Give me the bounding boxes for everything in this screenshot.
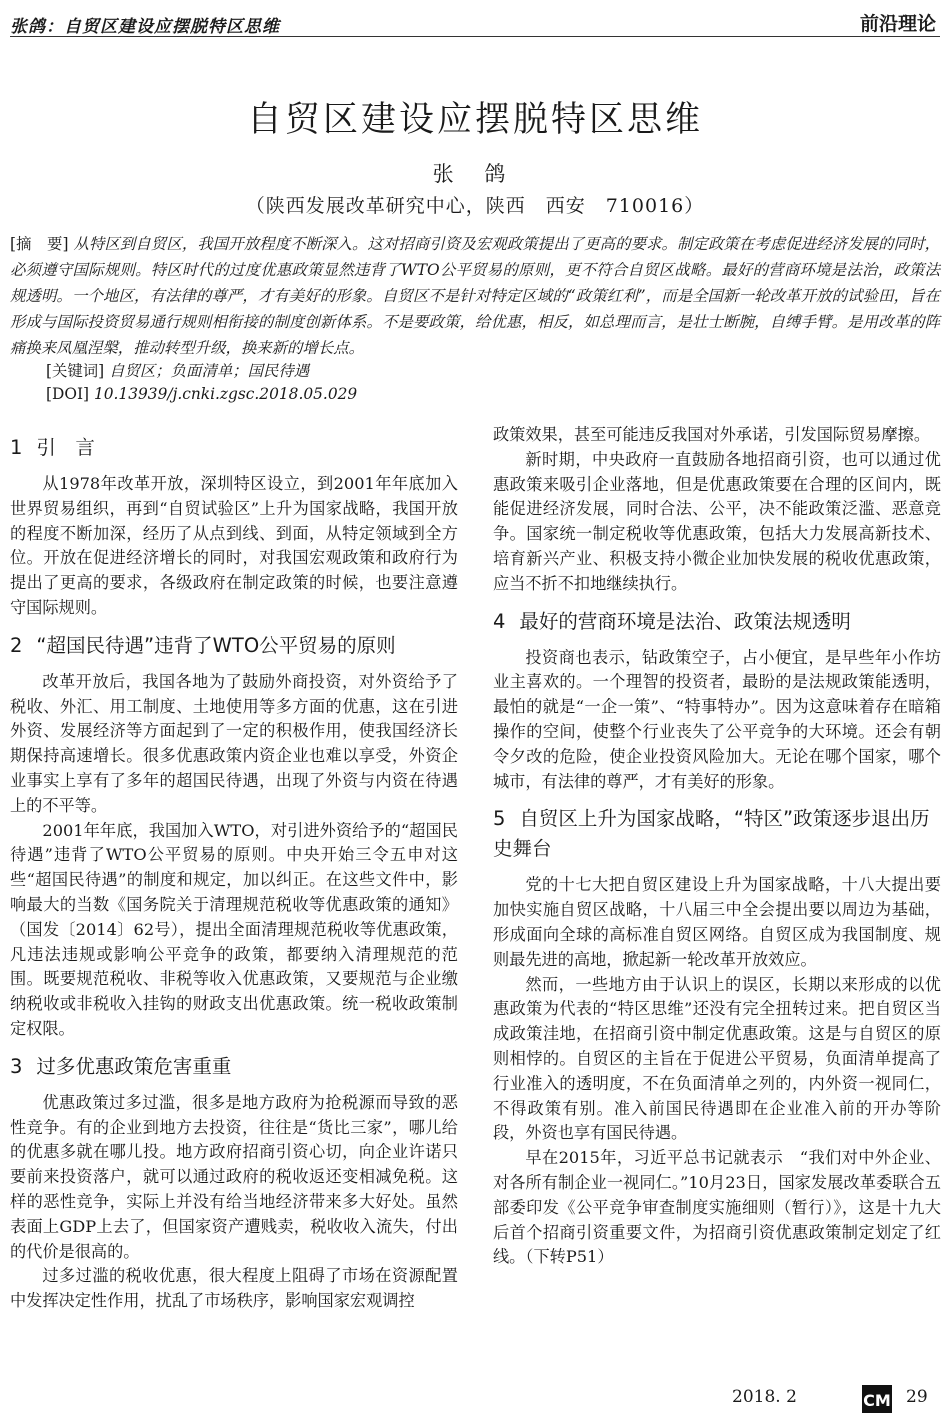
affiliation: （陕西发展改革研究中心，陕西 西安 710016） [245,195,705,217]
body-paragraph: 优惠政策过多过滥，很多是地方政府为抢税源而导致的恶性竞争。有的企业到地方去投资，往往是“货比三家”，哪儿给的优惠多就在哪儿投。地方政府招商引资心切，向企业许诺只要前来投资落户，就可以通过政府的税收返还变相减免税。这样的恶性竞争，实际上并没有给当地经济带来多大好处。虽然表面上GDP上去了，但国家资产遭贱卖，税收收入流失，付出的代价是很高的。 [10,1092,458,1261]
section-number: 5 [493,807,506,831]
body-paragraph: 党的十七大把自贸区建设上升为国家战略，十八大提出要加快实施自贸区战略，十八届三中全会提出要以周边为基础，形成面向全球的高标准自贸区网络。自贸区成为我国制度、规则最先进的高地，掀起新一轮改革开放效应。 [493,875,941,969]
doi [46,385,357,403]
section-title: 引 言 [36,436,95,459]
section-title: 最好的营商环境是法治、政策法规透明 [519,609,851,633]
author: 张 鸽 [432,162,518,186]
body-paragraph: 政策效果，甚至可能违反我国对外承诺，引发国际贸易摩擦。 [493,425,931,444]
abstract [10,231,940,361]
section-number: 3 [10,1054,23,1078]
section-heading [493,607,941,637]
keywords [46,359,309,381]
body-paragraph: 改革开放后，我国各地为了鼓励外商投资，对外资给予了税收、外汇、用工制度、土地使用等多方面的优惠，这在引进外资、发展经济等方面起到了一定的积极作用，使我国经济长期保持高速增长。很多优惠政策内资企业也难以享受，外资企业事实上享有了多年的超国民待遇，出现了外资与内资在待遇上的不平等。 [10,671,458,815]
page-footer [0,1385,950,1415]
left-column [10,423,458,1314]
body-paragraph: 从1978年改革开放，深圳特区设立，到2001年年底加入世界贸易组织，再到“自贸试验区”上升为国家战略，我国开放的程度不断加深，经历了从点到线、到面，从特定领域到全方位。开放在促进经济增长的同时，对我国宏观政策和政府行为提出了更高的要求，各级政府在制定政策的时候，也要注意遵守国际规则。 [10,474,458,617]
section-heading [10,433,458,463]
doi-label: [DOI] [46,385,90,403]
issue-date: 2018. 2 [732,1387,797,1407]
svg-text:CM: CM [863,1391,891,1410]
right-column [493,423,941,1270]
section-number: 2 [10,633,23,657]
running-title: 张鸽：自贸区建设应摆脱特区思维 [10,17,280,37]
body-paragraph: 投资商也表示，钻政策空子，占小便宜，是早些年小作坊业主喜欢的。一个理智的投资者，最盼的是法规政策能透明，最怕的就是“一企一策”、“特事特办”。因为这意味着存在暗箱操作的空间，使整个行业丧失了公平竞争的大环境。还会有朝令夕改的危险，使企业投资风险加大。无论在哪个国家，哪个城市，有法律的尊严，才有美好的形象。 [493,647,941,791]
keywords-text: 自贸区；负面清单；国民待遇 [109,362,310,380]
body-paragraph: 过多过滥的税收优惠，很大程度上阻碍了市场在资源配置中发挥决定性作用，扰乱了市场秩序，影响国家宏观调控 [10,1266,458,1311]
keywords-label: [关键词] [46,362,105,380]
section-heading [10,631,458,661]
journal-logo [862,1385,892,1413]
section-title: “超国民待遇”违背了WTO公平贸易的原则 [36,633,396,657]
abstract-label: [摘 要] [10,235,69,253]
section-heading [493,804,941,864]
section-label: 前沿理论 [859,13,936,35]
page-number: 29 [906,1387,928,1407]
body-paragraph: 然而，一些地方由于认识上的误区，长期以来形成的以优惠政策为代表的“特区思维”还没有完全扭转过来。把自贸区当成政策洼地，在招商引资中制定优惠政策。这是与自贸区的原则相悖的。自贸区的主旨在于促进公平贸易，负面清单提高了行业准入的透明度，不在负面清单之列的，内外资一视同仁，不得政策有别。准入前国民待遇即在企业准入前的开办等阶段，外资也享有国民待遇。 [493,974,941,1143]
doi-text: 10.13939/j.cnki.zgsc.2018.05.029 [93,385,358,403]
section-number: 4 [493,609,506,633]
body-paragraph: 早在2015年，习近平总书记就表示 “我们对中外企业、对各所有制企业一视同仁。”10月23日，国家发展改革委联合五部委印发《公平竞争审查制度实施细则（暂行）》，这是十九大后首个招商引资重要文件，为招商引资优惠政策制定划定了红线。（下转P51） [493,1148,941,1267]
section-title: 自贸区上升为国家战略，“特区”政策逐步退出历史舞台 [493,807,930,861]
abstract-text: 从特区到自贸区，我国开放程度不断深入。这对招商引资及宏观政策提出了更高的要求。制定政策在考虑促进经济发展的同时，必须遵守国际规则。特区时代的过度优惠政策显然违背了WTO公平贸易的原则，更不符合自贸区战略。最好的营商环境是法治，政策法规透明。一个地区，有法律的尊严，才有美好的形象。自贸区不是针对特定区域的“政策红利”，而是全国新一轮改革开放的试验田，旨在形成与国际投资贸易通行规则相衔接的制度创新体系。不是要政策，给优惠，相反，如总理而言，是壮士断腕，自缚手臂。是用改革的阵痛换来凤凰涅槃，推动转型升级，换来新的增长点。 [10,235,940,357]
section-title: 过多优惠政策危害重重 [36,1054,232,1078]
article-title: 自贸区建设应摆脱特区思维 [246,100,703,140]
running-header [10,6,940,37]
body-paragraph: 2001年年底，我国加入WTO，对引进外资给予的“超国民待遇”违背了WTO公平贸易的原则。中央开始三令五申对这些“超国民待遇”的制度和规定，加以纠正。在这些文件中，影响最大的当数《国务院关于清理规范税收等优惠政策的通知》（国发〔2014〕62号），提出全面清理规范税收等优惠政策，凡违法违规或影响公平竞争的政策，都要纳入清理规范的范围。既要规范税收、非税等收入优惠政策，又要规范与企业缴纳税收或非税收入挂钩的财政支出优惠政策。统一税收政策制定权限。 [10,820,458,1038]
body-paragraph: 新时期，中央政府一直鼓励各地招商引资，也可以通过优惠政策来吸引企业落地，但是优惠政策要在合理的区间内，既能促进经济发展，同时合法、公平，决不能政策泛滥、恶意竞争。国家统一制定税收等优惠政策，包括大力发展高新技术、培育新兴产业、积极支持小微企业加快发展的税收优惠政策，应当不折不扣地继续执行。 [493,449,941,593]
section-heading [10,1052,458,1082]
section-number: 1 [10,436,23,459]
